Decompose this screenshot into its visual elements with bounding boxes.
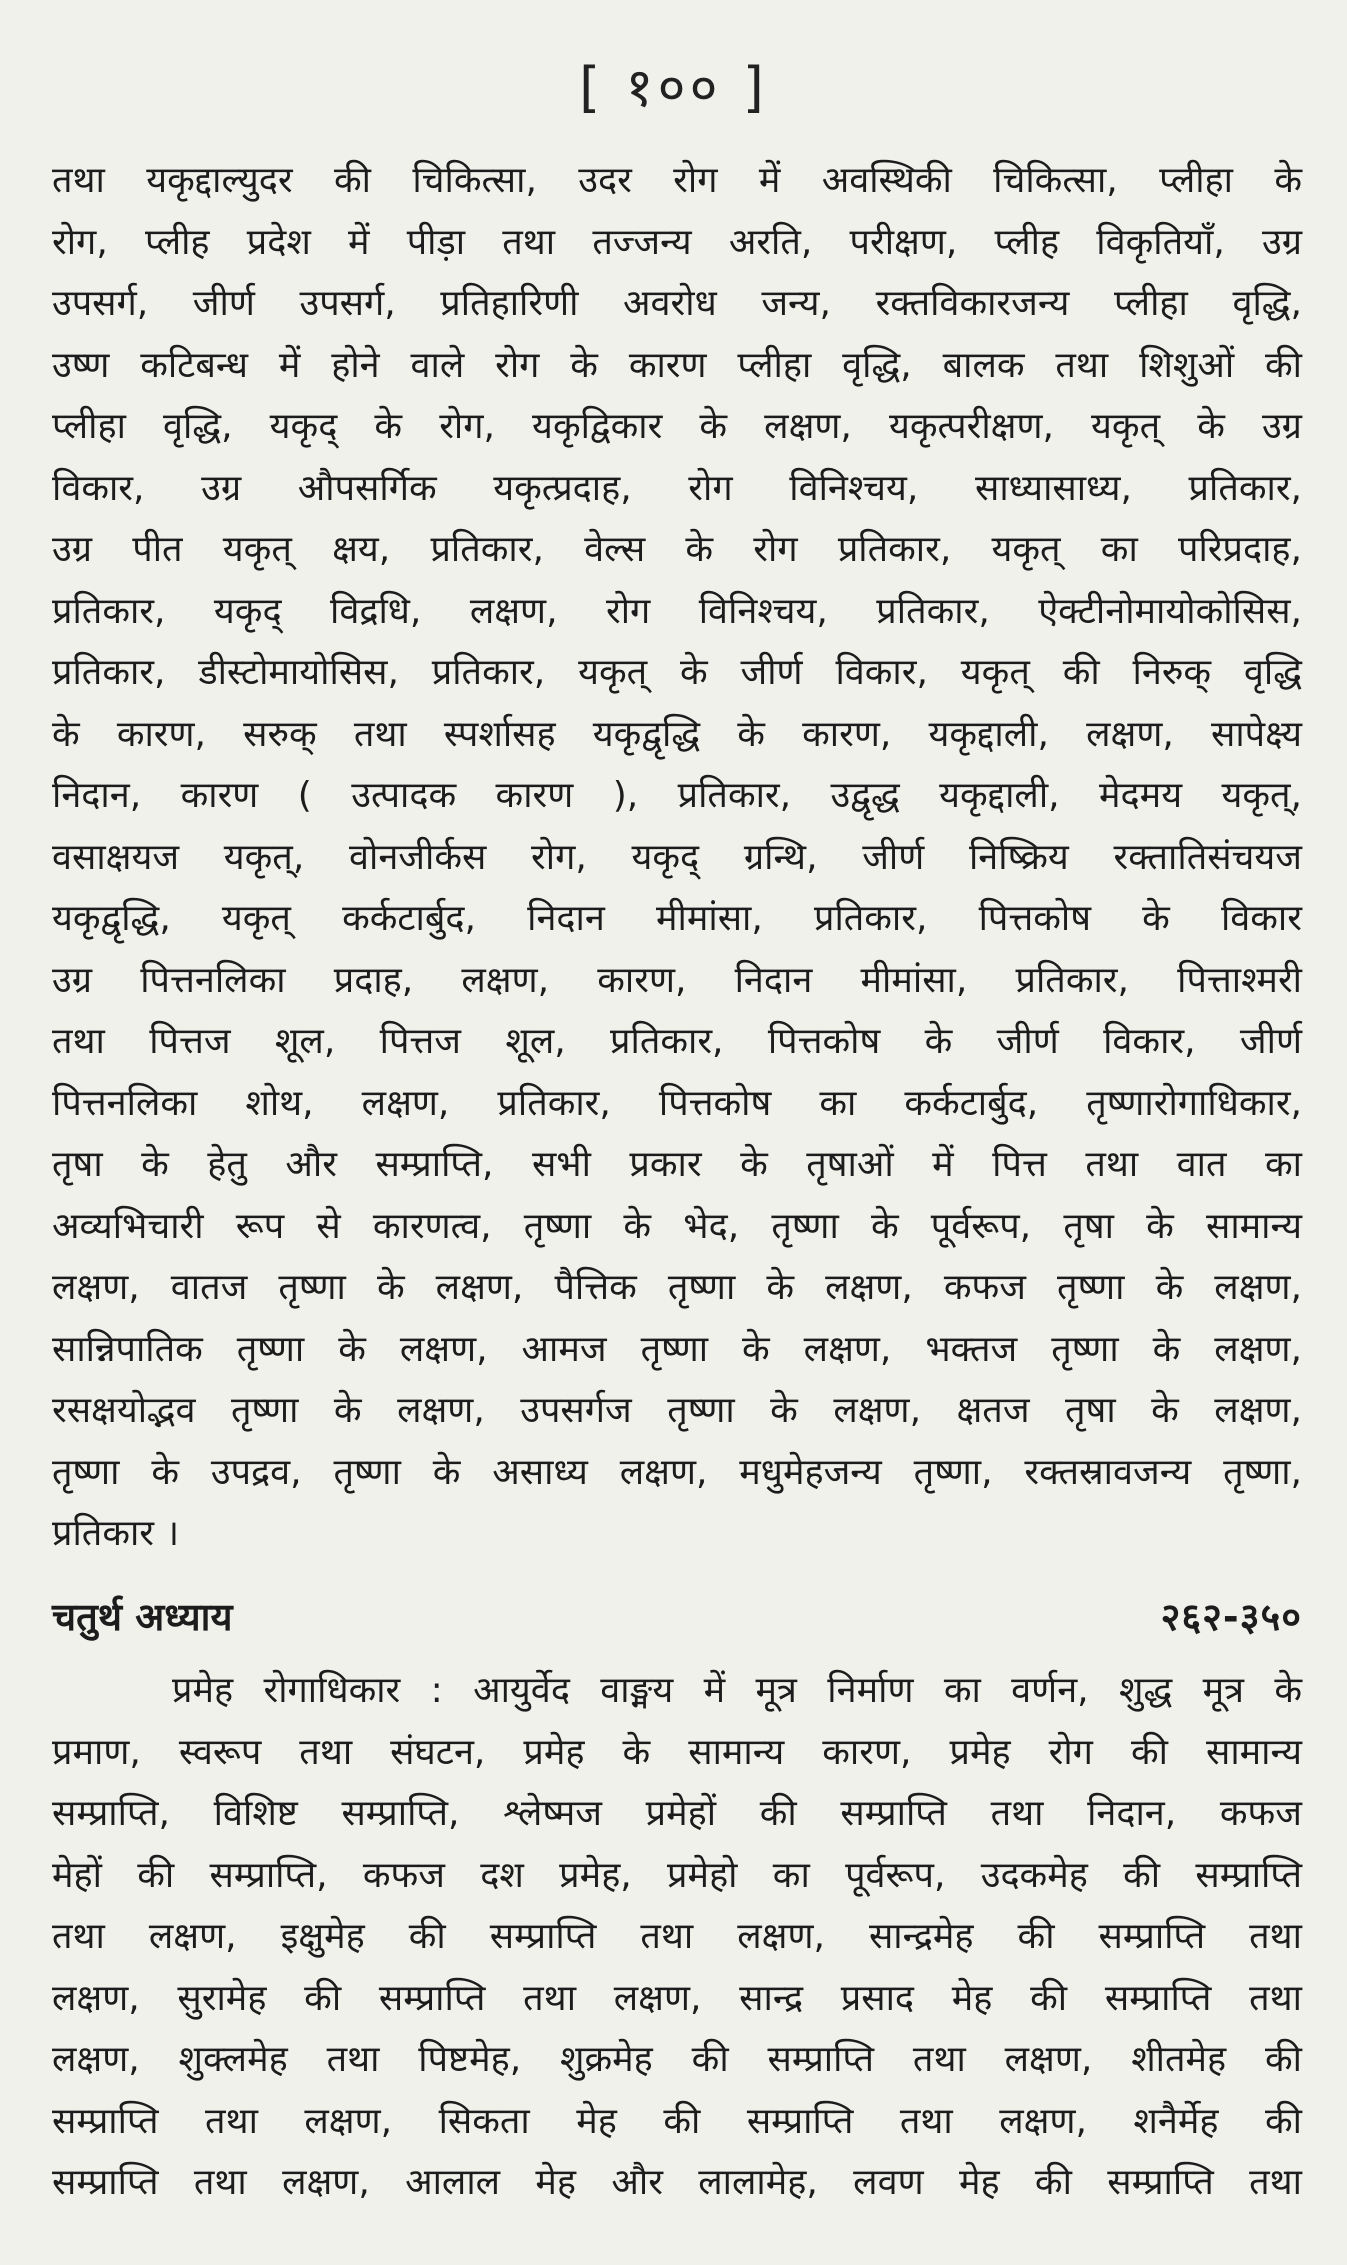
text-line: लक्षण, वातज तृष्णा के लक्षण, पैत्तिक तृष्णा के लक्षण, कफज तृष्णा के लक्षण,	[52, 1267, 1302, 1308]
text-line: रोग, प्लीह प्रदेश में पीड़ा तथा तज्जन्य अरति, परीक्षण, प्लीह विकृतियाँ, उग्र	[52, 221, 1302, 263]
text-line: प्लीहा वृद्धि, यकृद् के रोग, यकृद्विकार के लक्षण, यकृत्परीक्षण, यकृत् के उग्र	[52, 406, 1302, 447]
text-line: यकृद्वृद्धि, यकृत् कर्कटार्बुद, निदान मीमांसा, प्रतिकार, पित्तकोष के विकार	[52, 898, 1302, 939]
text-line: के कारण, सरुक् तथा स्पर्शासह यकृद्वृद्धि के कारण, यकृद्दाली, लक्षण, सापेक्ष्य	[52, 713, 1302, 755]
chapter-title: चतुर्थ अध्याय	[52, 1595, 233, 1639]
text-line: प्रतिकार, डीस्टोमायोसिस, प्रतिकार, यकृत् के जीर्ण विकार, यकृत् की निरुक् वृद्धि	[52, 652, 1302, 693]
text-line: उपसर्ग, जीर्ण उपसर्ग, प्रतिहारिणी अवरोध जन्य, रक्तविकारजन्य प्लीहा वृद्धि,	[52, 283, 1302, 324]
text-line: मेहों की सम्प्राप्ति, कफज दश प्रमेह, प्रमेहो का पूर्वरूप, उदकमेह की सम्प्राप्ति	[52, 1854, 1302, 1896]
text-line: लक्षण, सुरामेह की सम्प्राप्ति तथा लक्षण, सान्द्र प्रसाद मेह की सम्प्राप्ति तथा	[52, 1977, 1302, 2019]
text-line: पित्तनलिका शोथ, लक्षण, प्रतिकार, पित्तकोष का कर्कटार्बुद, तृष्णारोगाधिकार,	[52, 1082, 1302, 1124]
text-line: विकार, उग्र औपसर्गिक यकृत्प्रदाह, रोग विनिश्चय, साध्यासाध्य, प्रतिकार,	[52, 467, 1302, 509]
text-line: तृष्णा के उपद्रव, तृष्णा के असाध्य लक्षण, मधुमेहजन्य तृष्णा, रक्तस्रावजन्य तृष्णा,	[52, 1451, 1302, 1493]
text-line: रसक्षयोद्भव तृष्णा के लक्षण, उपसर्गज तृष्णा के लक्षण, क्षतज तृषा के लक्षण,	[52, 1390, 1302, 1431]
text-line: सम्प्राप्ति तथा लक्षण, सिकता मेह की सम्प्राप्ति तथा लक्षण, शनैर्मेह की	[52, 2100, 1302, 2142]
text-line: प्रतिकार, यकृद् विद्रधि, लक्षण, रोग विनिश्चय, प्रतिकार, ऐक्टीनोमायोकोसिस,	[52, 590, 1302, 632]
text-line: तथा लक्षण, इक्षुमेह की सम्प्राप्ति तथा लक्षण, सान्द्रमेह की सम्प्राप्ति तथा	[52, 1916, 1302, 1957]
text-line: प्रमेह रोगाधिकार : आयुर्वेद वाङ्मय में मूत्र निर्माण का वर्णन, शुद्ध मूत्र के	[172, 1670, 1302, 1711]
text-line: अव्यभिचारी रूप से कारणत्व, तृष्णा के भेद, तृष्णा के पूर्वरूप, तृषा के सामान्य	[52, 1205, 1302, 1247]
text-line: वसाक्षयज यकृत्, वोनजीर्कस रोग, यकृद् ग्रन्थि, जीर्ण निष्क्रिय रक्तातिसंचयज	[52, 836, 1302, 878]
text-line: तृषा के हेतु और सम्प्राप्ति, सभी प्रकार के तृषाओं में पित्त तथा वात का	[52, 1144, 1302, 1185]
text-line: तथा पित्तज शूल, पित्तज शूल, प्रतिकार, पित्तकोष के जीर्ण विकार, जीर्ण	[52, 1021, 1302, 1062]
chapter-heading	[52, 1590, 1302, 1650]
text-line: सान्निपातिक तृष्णा के लक्षण, आमज तृष्णा के लक्षण, भक्तज तृष्णा के लक्षण,	[52, 1328, 1302, 1370]
text-line: निदान, कारण ( उत्पादक कारण ), प्रतिकार, उद्वृद्ध यकृद्दाली, मेदमय यकृत्,	[52, 775, 1302, 816]
page-number: [ १०० ]	[579, 56, 768, 119]
text-line: लक्षण, शुक्लमेह तथा पिष्टमेह, शुक्रमेह की सम्प्राप्ति तथा लक्षण, शीतमेह की	[52, 2039, 1302, 2080]
text-line: सम्प्राप्ति, विशिष्ट सम्प्राप्ति, श्लेष्मज प्रमेहों की सम्प्राप्ति तथा निदान, कफज	[52, 1793, 1302, 1834]
text-line: सम्प्राप्ति तथा लक्षण, आलाल मेह और लालामेह, लवण मेह की सम्प्राप्ति तथा	[52, 2162, 1302, 2203]
paragraph-continued	[52, 150, 1302, 1565]
text-line: उग्र पित्तनलिका प्रदाह, लक्षण, कारण, निदान मीमांसा, प्रतिकार, पित्ताश्मरी	[52, 959, 1302, 1001]
chapter-contents	[52, 1660, 1302, 2214]
text-line: प्रमाण, स्वरूप तथा संघटन, प्रमेह के सामान्य कारण, प्रमेह रोग की सामान्य	[52, 1731, 1302, 1773]
text-line: उष्ण कटिबन्ध में होने वाले रोग के कारण प्लीहा वृद्धि, बालक तथा शिशुओं की	[52, 344, 1302, 386]
chapter-page-range: २६२-३५०	[1160, 1595, 1302, 1639]
text-line: तथा यकृद्दाल्युदर की चिकित्सा, उदर रोग में अवस्थिकी चिकित्सा, प्लीहा के	[52, 160, 1302, 201]
text-line: प्रतिकार ।	[52, 1513, 180, 1554]
text-line: उग्र पीत यकृत् क्षय, प्रतिकार, वेल्स के रोग प्रतिकार, यकृत् का परिप्रदाह,	[52, 529, 1302, 570]
